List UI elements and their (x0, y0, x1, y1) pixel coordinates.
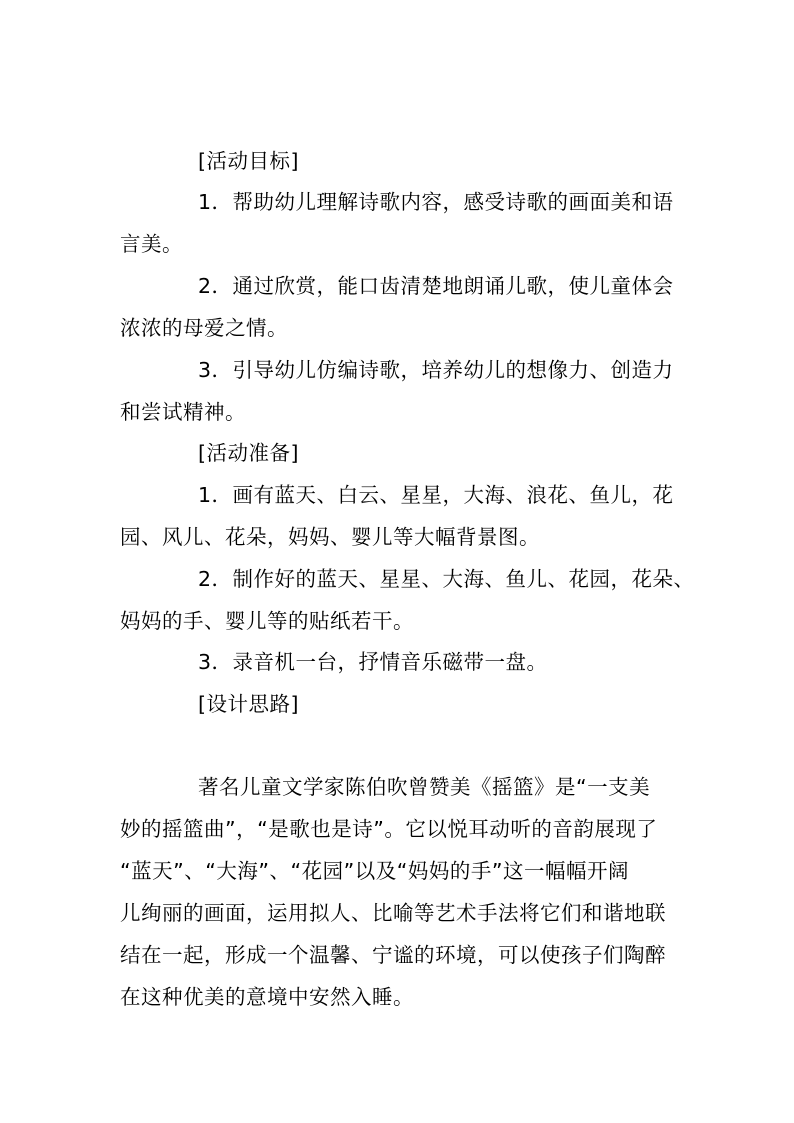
objectives-heading: [活动目标] (198, 149, 299, 173)
objective-1-line-1: 1．帮助幼儿理解诗歌内容，感受诗歌的画面美和语 (198, 190, 674, 214)
objective-3-line-1: 3．引导幼儿仿编诗歌，培养幼儿的想像力、创造力 (198, 358, 674, 382)
design-heading: [设计思路] (198, 692, 299, 716)
preparation-heading: [活动准备] (198, 441, 299, 465)
objective-2-line-2: 浓浓的母爱之情。 (120, 316, 288, 340)
preparation-2-line-2: 妈妈的手、婴儿等的贴纸若干。 (120, 609, 414, 633)
design-paragraph-line-6: 在这种优美的意境中安然入睡。 (120, 985, 414, 1009)
design-paragraph-line-4: 儿绚丽的画面，运用拟人、比喻等艺术手法将它们和谐地联 (120, 901, 666, 925)
design-paragraph-line-3: “蓝天”、“大海”、“花园”以及“妈妈的手”这一幅幅开阔 (120, 859, 629, 883)
preparation-3-line-1: 3．录音机一台，抒情音乐磁带一盘。 (198, 650, 548, 674)
preparation-1-line-1: 1．画有蓝天、白云、星星，大海、浪花、鱼儿，花 (198, 483, 674, 507)
design-paragraph-line-1: 著名儿童文学家陈伯吹曾赞美《摇篮》是“一支美 (198, 775, 651, 799)
preparation-2-line-1: 2．制作好的蓝天、星星、大海、鱼儿、花园，花朵、 (198, 567, 695, 591)
design-paragraph-line-2: 妙的摇篮曲”，“是歌也是诗”。它以悦耳动听的音韵展现了 (120, 817, 658, 841)
preparation-1-line-2: 园、风儿、花朵，妈妈、婴儿等大幅背景图。 (120, 525, 540, 549)
objective-1-line-2: 言美。 (120, 232, 183, 256)
objective-2-line-1: 2．通过欣赏，能口齿清楚地朗诵儿歌，使儿童体会 (198, 274, 674, 298)
design-paragraph-line-5: 结在一起，形成一个温馨、宁谧的环境，可以使孩子们陶醉 (120, 943, 666, 967)
objective-3-line-2: 和尝试精神。 (120, 400, 246, 424)
